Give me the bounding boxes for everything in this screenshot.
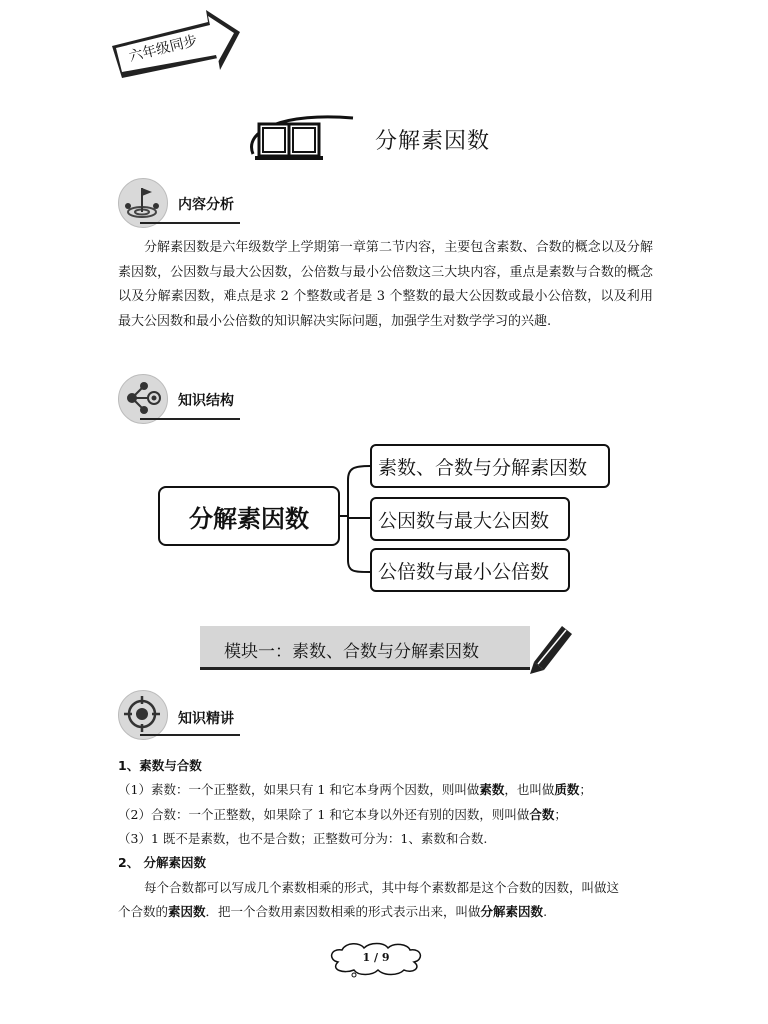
section-header-knowledge-detail bbox=[118, 690, 243, 742]
flag-target-icon bbox=[118, 178, 166, 226]
factorization-line1: 每个合数都可以写成几个素数相乘的形式，其中每个素数都是这个合数的因数，叫做这 bbox=[144, 880, 620, 895]
definition-composite: （2）合数：一个正整数，如果除了 1 和它本身以外还有别的因数，则叫做合数； bbox=[118, 807, 567, 822]
page-footer bbox=[326, 942, 426, 978]
crosshair-target-icon bbox=[118, 690, 166, 738]
section-label: 知识结构 bbox=[178, 393, 234, 409]
open-book-icon bbox=[245, 110, 355, 164]
pencil-icon bbox=[526, 620, 576, 674]
divider bbox=[140, 222, 240, 224]
page-title: 分解素因数 bbox=[375, 129, 491, 154]
mindmap-branch: 素数、合数与分解素因数 bbox=[370, 444, 610, 488]
factorization-line2: 个合数的素因数．把一个合数用素因数相乘的形式表示出来，叫做分解素因数. bbox=[118, 904, 548, 919]
module-banner bbox=[200, 626, 580, 674]
note-one: （3）1 既不是素数，也不是合数；正整数可分为：1、素数和合数. bbox=[118, 831, 488, 846]
heading-primes-composites: 1、素数与合数 bbox=[118, 758, 202, 773]
definition-prime: （1）素数：一个正整数，如果只有 1 和它本身两个因数，则叫做素数，也叫做质数； bbox=[118, 782, 592, 797]
grade-tag bbox=[108, 8, 243, 78]
intro-paragraph: 分解素因数是六年级数学上学期第一章第二节内容，主要包含素数、合数的概念以及分解素因数，公因数与最大公因数，公倍数与最小公倍数这三大块内容，重点是素数与合数的概念以及分解素因数，难点是求 2 个整数或者是 3 个整数的最大公因数或最小公倍数，以及利用最大公因数和最小公倍数的知识解决实际问题，加强学生对数学学习的兴趣. bbox=[118, 240, 653, 329]
section-header-knowledge-structure bbox=[118, 374, 243, 426]
section-label: 知识精讲 bbox=[178, 711, 234, 727]
module-title: 模块一：素数、合数与分解素因数 bbox=[224, 642, 479, 662]
mindmap-branch: 公倍数与最小公倍数 bbox=[370, 548, 570, 592]
network-icon bbox=[118, 374, 166, 422]
mindmap-root: 分解素因数 bbox=[158, 486, 340, 546]
grade-tag-label: 六年级同步 bbox=[127, 32, 200, 66]
section-header-content-analysis bbox=[118, 178, 243, 230]
divider bbox=[140, 418, 240, 420]
heading-factorization: 2、 分解素因数 bbox=[118, 855, 207, 870]
page-number: 1 / 9 bbox=[362, 951, 390, 964]
section-label: 内容分析 bbox=[178, 197, 234, 213]
divider bbox=[140, 734, 240, 736]
mindmap-branch: 公因数与最大公因数 bbox=[370, 497, 570, 541]
